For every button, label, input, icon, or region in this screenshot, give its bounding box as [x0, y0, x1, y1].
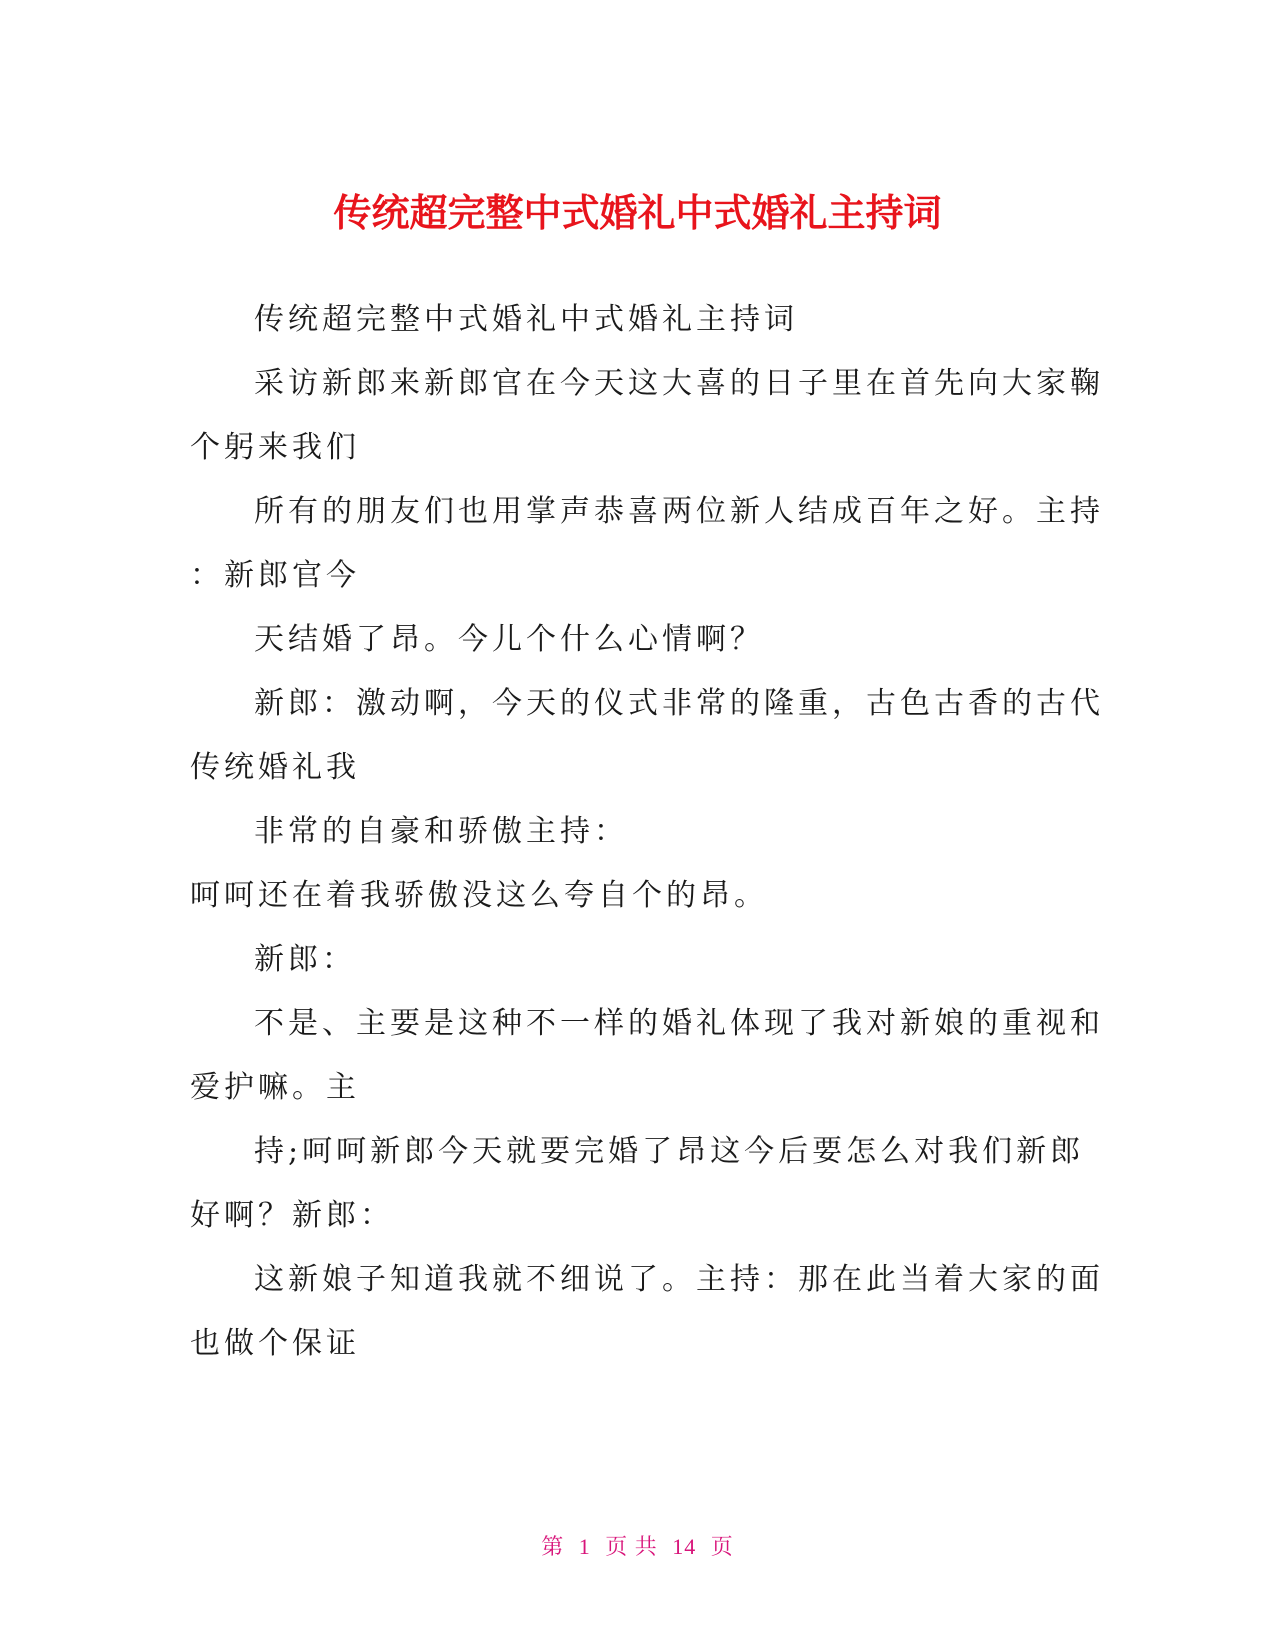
paragraph-2: 采访新郎来新郎官在今天这大喜的日子里在首先向大家鞠 [254, 366, 1104, 401]
page-label-prefix: 第 [541, 1534, 565, 1559]
paragraph-17: 也做个保证 [190, 1326, 360, 1361]
total-pages-number: 14 [672, 1534, 697, 1559]
paragraph-5: ：新郎官今 [190, 558, 360, 593]
paragraph-8: 传统婚礼我 [190, 750, 360, 785]
paragraph-13: 爱护嘛。主 [190, 1070, 360, 1105]
paragraph-6: 天结婚了昂。今儿个什么心情啊？ [254, 622, 764, 657]
paragraph-12: 不是、主要是这种不一样的婚礼体现了我对新娘的重视和 [254, 1006, 1104, 1041]
paragraph-10: 呵呵还在着我骄傲没这么夸自个的昂。 [190, 878, 768, 913]
paragraph-11: 新郎： [254, 942, 356, 977]
paragraph-4: 所有的朋友们也用掌声恭喜两位新人结成百年之好。主持 [254, 494, 1104, 529]
current-page-number: 1 [578, 1534, 591, 1559]
page-label-mid: 页 共 [605, 1534, 658, 1559]
paragraph-16: 这新娘子知道我就不细说了。主持：那在此当着大家的面 [254, 1262, 1104, 1297]
paragraph-15: 好啊？新郎： [190, 1198, 394, 1233]
page-label-suffix: 页 [710, 1534, 734, 1559]
paragraph-3: 个躬来我们 [190, 430, 360, 465]
page-number-footer [0, 1530, 1275, 1561]
paragraph-7: 新郎：激动啊，今天的仪式非常的隆重，古色古香的古代 [254, 686, 1104, 721]
document-body [190, 288, 1104, 1376]
page-title: 传统超完整中式婚礼中式婚礼主持词 [333, 191, 942, 236]
paragraph-14: 持;呵呵新郎今天就要完婚了昂这今后要怎么对我们新郎 [254, 1134, 1085, 1169]
paragraph-9: 非常的自豪和骄傲主持： [254, 814, 628, 849]
paragraph-1: 传统超完整中式婚礼中式婚礼主持词 [254, 302, 798, 337]
